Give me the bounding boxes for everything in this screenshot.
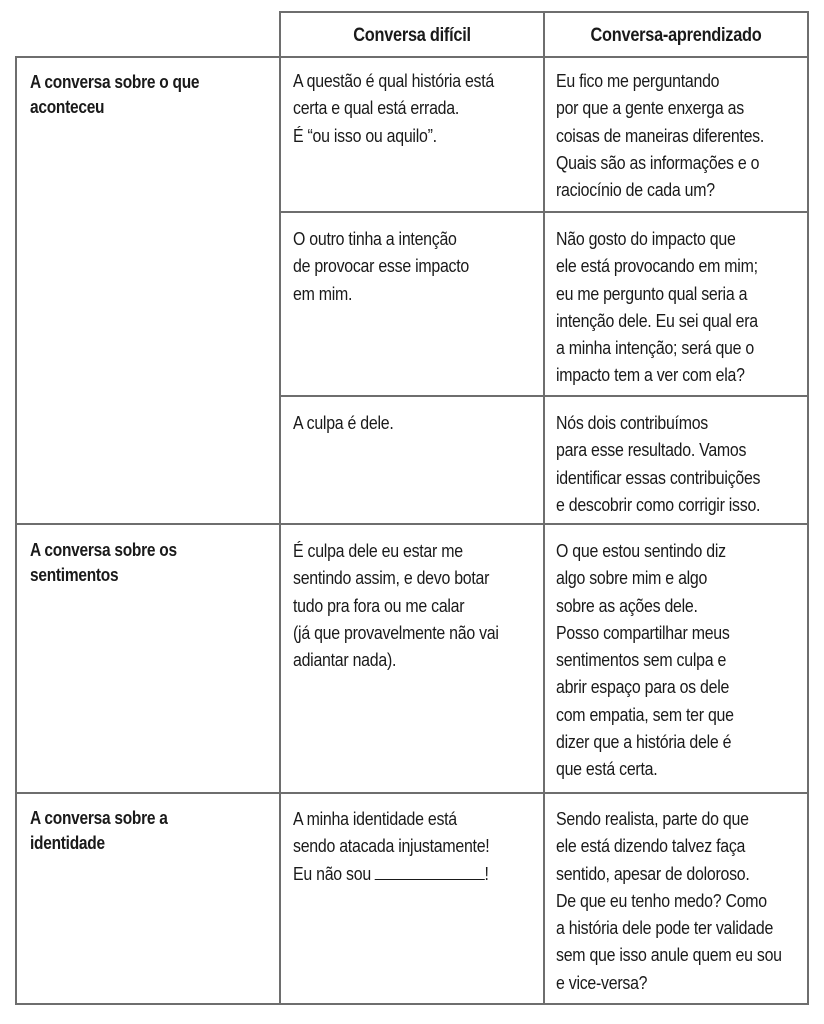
cell-learning bbox=[556, 67, 764, 203]
label-line: aconteceu bbox=[30, 97, 105, 117]
column-divider bbox=[543, 11, 545, 1005]
cell-learning bbox=[556, 409, 760, 518]
label-line: A conversa sobre os bbox=[30, 540, 177, 560]
text-line: É culpa dele eu estar me bbox=[293, 540, 463, 561]
text-line: a história dele pode ter validade bbox=[556, 917, 774, 939]
column-header-difficult: Conversa difícil bbox=[353, 25, 471, 46]
text-line: O outro tinha a intenção bbox=[293, 228, 457, 249]
text-line: raciocínio de cada um? bbox=[556, 179, 715, 201]
text-line: para esse resultado. Vamos bbox=[556, 439, 747, 461]
column-header-learning: Conversa-aprendizado bbox=[590, 25, 762, 46]
cell-difficult bbox=[293, 805, 489, 887]
text-line: (já que provavelmente não vai bbox=[293, 621, 499, 643]
fill-in-line bbox=[293, 860, 489, 887]
text-line: e vice-versa? bbox=[556, 971, 648, 993]
text-line: impacto tem a ver com ela? bbox=[556, 364, 745, 386]
column-divider bbox=[279, 11, 281, 1005]
text-line: sem que isso anule quem eu sou bbox=[556, 944, 782, 966]
text-line: em mim. bbox=[293, 282, 353, 304]
label-line: A conversa sobre o que bbox=[30, 72, 200, 92]
text-line: que está certa. bbox=[556, 758, 658, 780]
label-line: identidade bbox=[30, 833, 105, 853]
fill-in-blank bbox=[374, 863, 484, 880]
text-line: a minha intenção; será que o bbox=[556, 337, 754, 359]
text-line: sentindo assim, e devo botar bbox=[293, 567, 490, 589]
text-line: algo sobre mim e algo bbox=[556, 567, 708, 589]
text-line: Nós dois contribuímos bbox=[556, 412, 708, 433]
text-line: coisas de maneiras diferentes. bbox=[556, 124, 765, 146]
text-line: A culpa é dele. bbox=[293, 412, 394, 433]
text-line: sobre as ações dele. bbox=[556, 594, 698, 616]
text-line: Não gosto do impacto que bbox=[556, 228, 736, 249]
text-line: De que eu tenho medo? Como bbox=[556, 889, 767, 911]
section-divider bbox=[15, 523, 809, 525]
cell-difficult bbox=[293, 67, 494, 149]
text-line: por que a gente enxerga as bbox=[556, 97, 744, 119]
fill-in-before: Eu não sou bbox=[293, 862, 371, 884]
cell-difficult bbox=[293, 537, 499, 673]
text-line: com empatia, sem ter que bbox=[556, 703, 734, 725]
table-bottom-border bbox=[15, 1003, 809, 1005]
text-line: intenção dele. Eu sei qual era bbox=[556, 309, 758, 331]
text-line: Posso compartilhar meus bbox=[556, 621, 730, 643]
text-line: O que estou sentindo diz bbox=[556, 540, 726, 561]
text-line: A questão é qual história está bbox=[293, 70, 495, 91]
table-left-border bbox=[15, 56, 17, 1005]
section-divider bbox=[15, 792, 809, 794]
text-line: de provocar esse impacto bbox=[293, 255, 469, 277]
table-right-border bbox=[807, 11, 809, 1005]
text-line: ele está provocando em mim; bbox=[556, 255, 758, 277]
cell-difficult bbox=[293, 225, 469, 307]
text-line: e descobrir como corrigir isso. bbox=[556, 493, 761, 515]
text-line: sendo atacada injustamente! bbox=[293, 835, 490, 857]
text-line: eu me pergunto qual seria a bbox=[556, 282, 748, 304]
text-line: É “ou isso ou aquilo”. bbox=[293, 124, 437, 146]
text-line: identificar essas contribuições bbox=[556, 466, 761, 488]
text-line: tudo pra fora ou me calar bbox=[293, 594, 465, 616]
text-line: certa e qual está errada. bbox=[293, 97, 460, 119]
cell-learning bbox=[556, 805, 782, 996]
cell-difficult bbox=[293, 409, 394, 436]
text-line: adiantar nada). bbox=[293, 649, 397, 671]
text-line: ele está dizendo talvez faça bbox=[556, 835, 746, 857]
text-line: Eu fico me perguntando bbox=[556, 70, 720, 91]
label-line: A conversa sobre a bbox=[30, 808, 168, 828]
fill-in-after: ! bbox=[484, 862, 489, 884]
cell-learning bbox=[556, 537, 734, 783]
cell-learning bbox=[556, 225, 758, 389]
text-line: A minha identidade está bbox=[293, 808, 457, 829]
header-bottom-border bbox=[15, 56, 809, 58]
row-label-identity bbox=[30, 806, 168, 856]
text-line: sentido, apesar de doloroso. bbox=[556, 862, 750, 884]
text-line: abrir espaço para os dele bbox=[556, 676, 730, 698]
text-line: dizer que a história dele é bbox=[556, 731, 732, 753]
text-line: sentimentos sem culpa e bbox=[556, 649, 727, 671]
row-label-what-happened bbox=[30, 70, 199, 120]
text-line: Quais são as informações e o bbox=[556, 151, 760, 173]
label-line: sentimentos bbox=[30, 565, 119, 585]
row-label-feelings bbox=[30, 538, 177, 588]
text-line: Sendo realista, parte do que bbox=[556, 808, 749, 829]
